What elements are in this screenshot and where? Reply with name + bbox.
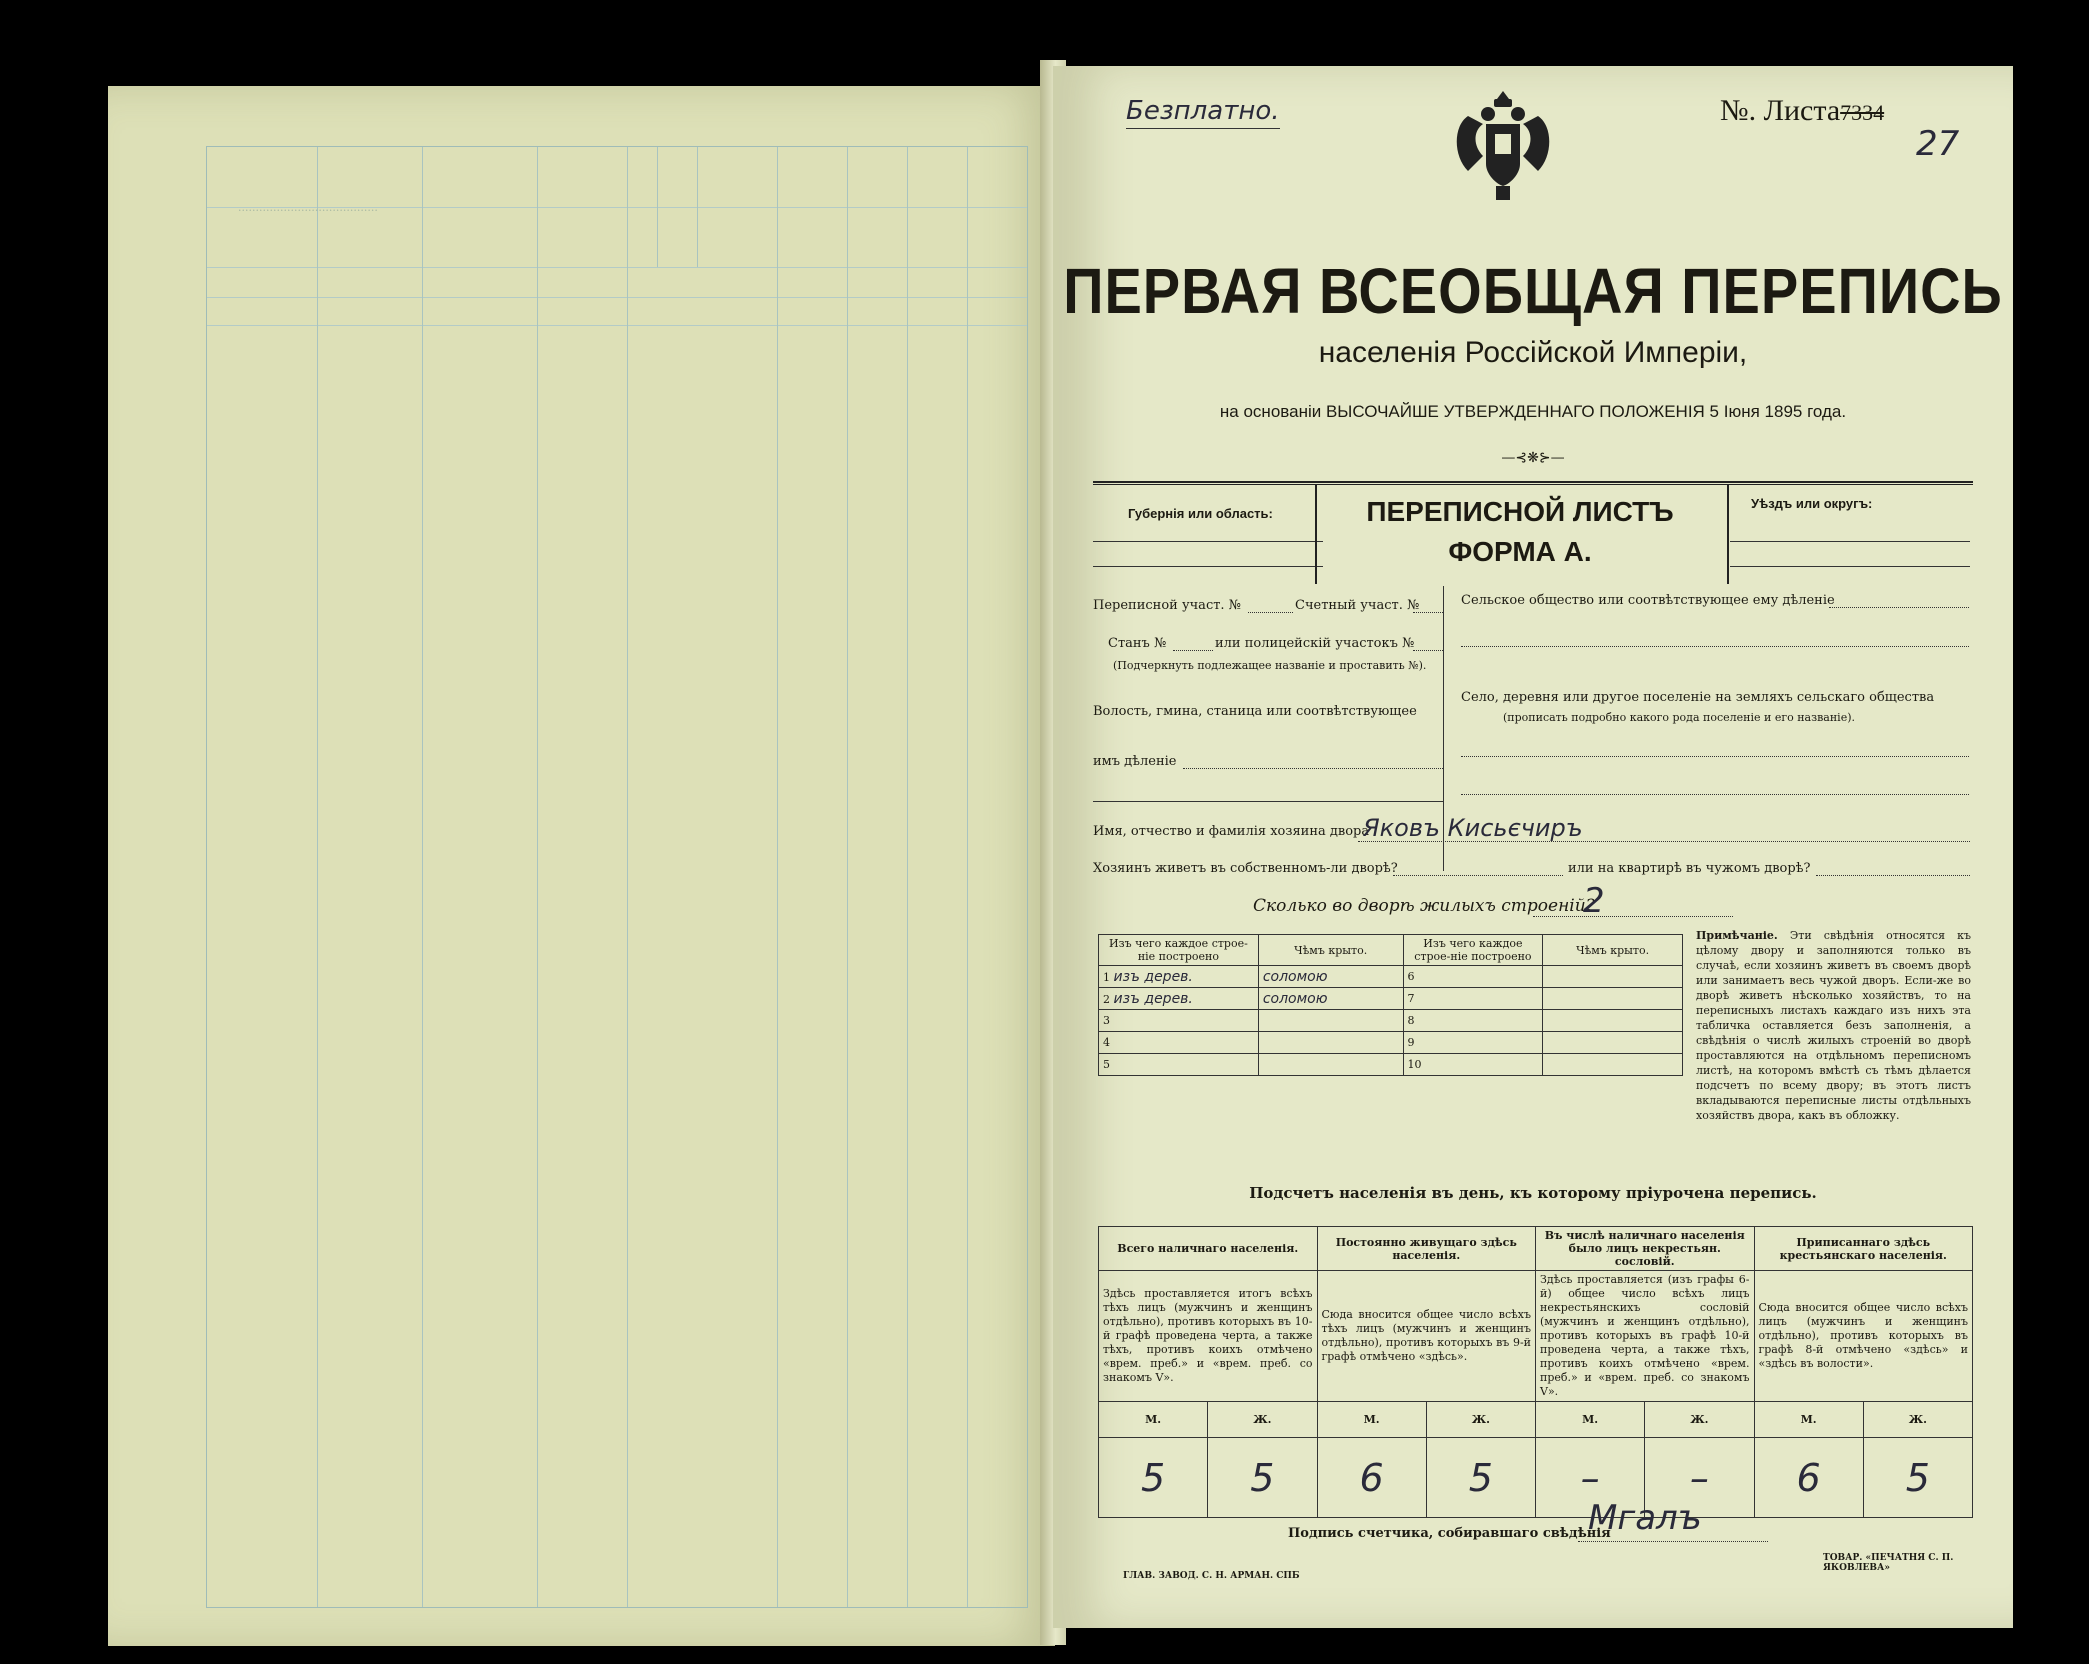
count-heading: Подсчетъ населенія въ день, къ которому пріурочена перепись.	[1249, 1184, 1817, 1202]
printer-imprint-left: ГЛАВ. ЗАВОД. С. Н. АРМАН. СПБ	[1123, 1571, 1300, 1581]
building-roof-header-2: Чѣмъ крыто.	[1543, 935, 1683, 966]
census-form-page	[1053, 66, 2013, 1628]
table-row: 2 изъ дерев.	[1099, 988, 1259, 1010]
count-value: 5	[1863, 1438, 1972, 1518]
underline-note: (Подчеркнуть подлежащее названіе и проставить №).	[1113, 659, 1427, 672]
count-value: –	[1645, 1438, 1754, 1518]
building-material-header-2: Изъ чего каждое строе-ніе построено	[1403, 935, 1543, 966]
female-label: Ж.	[1426, 1402, 1535, 1438]
count-group-title: Приписаннаго здѣсь крестьянскаго населенія.	[1754, 1227, 1973, 1271]
village-note: (прописать подробно какого рода поселеніе и его названіе).	[1503, 711, 1855, 724]
district-label: Уѣздъ или округъ:	[1751, 496, 1873, 511]
count-group-desc: Здѣсь проставляется итогъ всѣхъ тѣхъ лицъ (мужчинъ и женщинъ отдѣльно), противъ которыхъ въ 10-й графѣ проведена черта, а также тѣхъ, противъ коихъ отмѣчено «врем. преб.» и «врем. преб. со знакомъ V».	[1099, 1271, 1318, 1402]
signature-label: Подпись счетчика, собиравшаго свѣдѣнія	[1288, 1526, 1611, 1541]
apartment-field: или на квартирѣ въ чужомъ дворѣ?	[1568, 861, 1811, 876]
female-label: Ж.	[1645, 1402, 1754, 1438]
count-group-title: Постоянно живущаго здѣсь населенія.	[1317, 1227, 1536, 1271]
female-label: Ж.	[1208, 1402, 1317, 1438]
building-table: Изъ чего каждое строе-ніе построено Чѣмъ крыто. Изъ чего каждое строе-ніе построено Чѣмъ крыто. 1 изъ дерев. соломою 6 2 изъ дерев. соломою 7 3 8 4 9 5 10	[1098, 934, 1683, 1076]
owner-name-handwritten: Яковъ Кисьєчиръ	[1363, 814, 1583, 842]
police-field: или полицейскій участокъ №	[1215, 636, 1415, 651]
village-field: Село, деревня или другое поселеніе на земляхъ сельскаго общества	[1461, 690, 1935, 705]
mirrored-print: ........................................	[238, 201, 378, 214]
count-value: –	[1536, 1438, 1645, 1518]
count-value: 6	[1754, 1438, 1863, 1518]
owner-lives-field: Хозяинъ живетъ въ собственномъ-ли дворѣ?	[1093, 861, 1398, 876]
count-value: 5	[1099, 1438, 1208, 1518]
table-row: 5	[1099, 1054, 1259, 1076]
count-group-desc: Сюда вносится общее число всѣхъ тѣхъ лицъ (мужчинъ и женщинъ отдѣльно), противъ которыхъ въ 9-й графѣ отмѣчено «здѣсь».	[1317, 1271, 1536, 1402]
count-group-desc: Здѣсь проставляется (изъ графы 6-й) общее число всѣхъ лицъ некрестьянскихъ сословій (мужчинъ и женщинъ отдѣльно), противъ которыхъ въ графѣ 10-й проведена черта, а также тѣхъ, противъ коихъ отмѣчено «врем. преб.» и «врем. преб. со знакомъ V».	[1536, 1271, 1755, 1402]
table-row: 1 изъ дерев.	[1099, 966, 1259, 988]
male-label: М.	[1317, 1402, 1426, 1438]
census-subtitle: населенія Россійской Имперіи,	[1318, 336, 1748, 369]
male-label: М.	[1754, 1402, 1863, 1438]
printer-imprint-right: ТОВАР. «ПЕЧАТНЯ С. П. ЯКОВЛЕВА»	[1823, 1553, 1954, 1573]
count-value: 6	[1317, 1438, 1426, 1518]
female-label: Ж.	[1863, 1402, 1972, 1438]
building-roof-header: Чѣмъ крыто.	[1258, 935, 1403, 966]
owner-name-field: Имя, отчество и фамилія хозяина двора	[1093, 824, 1370, 839]
male-label: М.	[1536, 1402, 1645, 1438]
count-section-field: Счетный участ. №	[1295, 598, 1420, 613]
population-count-table	[1098, 1226, 1973, 1518]
census-title: ПЕРВАЯ ВСЕОБЩАЯ ПЕРЕПИСЬ	[1063, 254, 2003, 327]
sheet-title: ПЕРЕПИСНОЙ ЛИСТЪ	[1366, 496, 1674, 527]
volost-field-2: имъ дѣленіе	[1093, 754, 1177, 769]
stan-field: Станъ №	[1108, 636, 1167, 651]
free-label: Безплатно.	[1126, 96, 1280, 129]
left-page-grid	[206, 146, 1028, 1608]
buildings-question: Сколько во дворѣ жилыхъ строеній?	[1253, 896, 1595, 916]
sheet-number-label: №. Листа7334	[1720, 94, 1885, 127]
ornament-divider: —⊰❋⊱—	[1501, 450, 1565, 466]
census-section-field: Переписной участ. №	[1093, 598, 1241, 613]
count-group-title: Въ числѣ наличнаго населенія было лицъ некрестьян. сословій.	[1536, 1227, 1755, 1271]
count-value: 5	[1208, 1438, 1317, 1518]
building-material-header: Изъ чего каждое строе-ніе построено	[1099, 935, 1259, 966]
volost-field: Волость, гмина, станица или соотвѣтствующее	[1093, 704, 1417, 719]
form-a-label: ФОРМА А.	[1448, 536, 1592, 567]
count-group-title: Всего наличнаго населенія.	[1099, 1227, 1318, 1271]
province-label: Губернія или область:	[1128, 506, 1273, 521]
count-value: 5	[1426, 1438, 1535, 1518]
left-page	[108, 86, 1055, 1646]
sheet-number-handwritten: 27	[1916, 124, 1960, 164]
rural-society-field: Сельское общество или соотвѣтствующее ему дѣленіе	[1461, 593, 1835, 608]
count-group-desc: Сюда вносится общее число всѣхъ лицъ (мужчинъ и женщинъ отдѣльно), противъ которыхъ въ графѣ 8-й отмѣчено «здѣсь» и «здѣсь въ волости».	[1754, 1271, 1973, 1402]
male-label: М.	[1099, 1402, 1208, 1438]
note-block: Примѣчаніе. Эти свѣдѣнія относятся къ цѣлому двору и заполняются только въ случаѣ, если хозяинъ живетъ въ своемъ дворѣ или занимаетъ весь чужой дворъ. Если-же во дворѣ живетъ нѣсколько хозяйствъ, то на переписныхъ листахъ каждаго изъ нихъ эта табличка оставляется безъ заполненія, а свѣдѣнія о числѣ жилыхъ строеній во дворѣ проставляются на отдѣльномъ переписномъ листѣ, на которомъ вмѣстѣ съ тѣмъ дѣлается подсчетъ по всему двору; въ этотъ листъ вкладываются переписные листы отдѣльныхъ хозяйствъ двора, какъ въ обложку.	[1696, 929, 1972, 1122]
legal-basis: на основаніи ВЫСОЧАЙШЕ УТВЕРЖДЕННАГО ПОЛОЖЕНІЯ 5 Іюня 1895 года.	[1219, 402, 1847, 421]
enumerator-signature: Мгалъ	[1588, 1498, 1702, 1538]
table-row: 4	[1099, 1032, 1259, 1054]
buildings-count-handwritten: 2	[1583, 881, 1605, 921]
double-eagle-emblem-icon	[1448, 86, 1558, 206]
table-row: 3	[1099, 1010, 1259, 1032]
